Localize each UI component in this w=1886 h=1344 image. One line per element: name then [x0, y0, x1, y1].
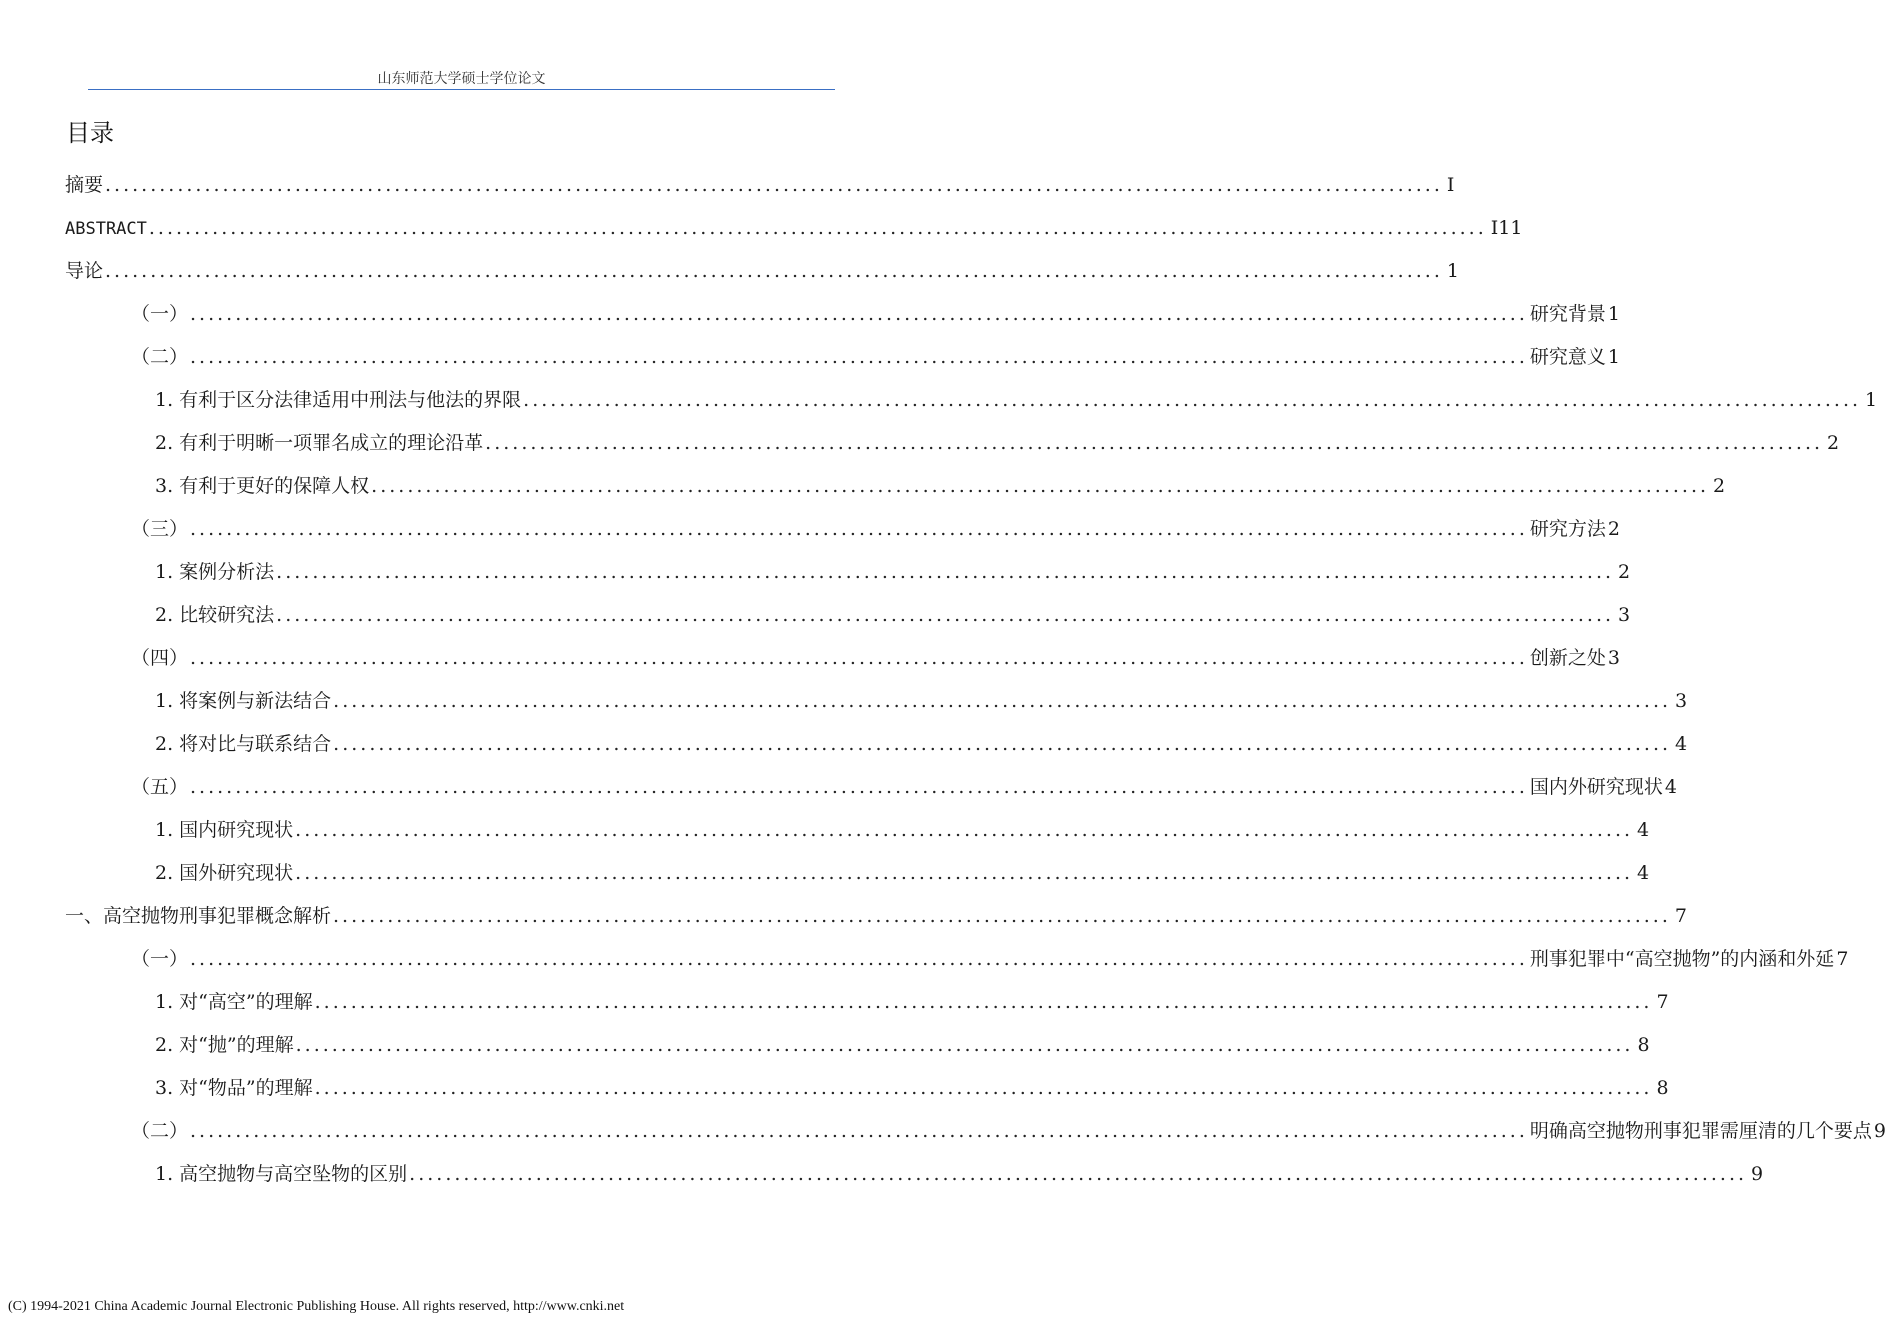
dot-leader: .................................................................................................................................................... — [333, 905, 1671, 927]
toc-entry-page: 1 — [1446, 260, 1459, 282]
toc-entry-label: （五） — [131, 776, 189, 798]
toc-entry-title: 国内外研究现状 — [1529, 776, 1663, 798]
toc-entry-title: 研究背景 — [1529, 303, 1606, 325]
toc-entry[interactable] — [0, 981, 1669, 1024]
toc-entry-title: 明确高空抛物刑事犯罪需厘清的几个要点 — [1529, 1120, 1872, 1142]
copyright-footer — [8, 1298, 624, 1316]
dot-leader: .................................................................................................................................................... — [148, 217, 1487, 239]
toc-title: 目录 — [66, 119, 114, 147]
toc-entry-label: 1. 将案例与新法结合 — [155, 690, 332, 712]
toc-entry[interactable] — [0, 508, 1620, 551]
toc-entry[interactable] — [0, 250, 1459, 293]
toc-entry-label: 3. 有利于更好的保障人权 — [155, 475, 370, 497]
toc-entry-page: 2 — [1713, 475, 1726, 497]
toc-entry-page: I — [1446, 174, 1455, 196]
dot-leader: .................................................................................................................................................... — [276, 561, 1615, 583]
toc-entry-label: 2. 有利于明晰一项罪名成立的理论沿革 — [155, 432, 484, 454]
toc-entry-label: 2. 比较研究法 — [155, 604, 275, 626]
toc-entry-label: 3. 对“物品”的理解 — [155, 1077, 313, 1099]
dot-leader: .................................................................................................................................................... — [105, 174, 1443, 196]
toc-entry[interactable] — [0, 852, 1650, 895]
toc-entry-label: 1. 有利于区分法律适用中刑法与他法的界限 — [155, 389, 522, 411]
dot-leader: .................................................................................................................................................... — [295, 862, 1634, 884]
dot-leader: .................................................................................................................................................... — [333, 733, 1672, 755]
toc-entry-label: 1. 对“高空”的理解 — [155, 991, 313, 1013]
dot-leader: .................................................................................................................................................... — [371, 475, 1710, 497]
toc-entry-label: 2. 对“抛”的理解 — [155, 1034, 294, 1056]
toc-entry[interactable] — [0, 637, 1620, 680]
toc-entry-page: 2 — [1827, 432, 1840, 454]
toc-entry[interactable] — [0, 1024, 1650, 1067]
toc-entry[interactable] — [0, 379, 1878, 422]
toc-entry[interactable] — [0, 422, 1840, 465]
toc-entry[interactable] — [0, 594, 1631, 637]
dot-leader: .................................................................................................................................................... — [295, 1034, 1634, 1056]
dot-leader: .................................................................................................................................................... — [276, 604, 1615, 626]
toc-entry-page: 8 — [1637, 1034, 1650, 1056]
toc-entry-page: 7 — [1674, 905, 1687, 927]
toc-entry-label: ABSTRACT — [65, 219, 147, 239]
toc-entry[interactable] — [0, 465, 1726, 508]
toc-entry-label: （四） — [131, 647, 189, 669]
toc-entry[interactable] — [0, 938, 1849, 981]
toc-entry[interactable] — [0, 1067, 1669, 1110]
dot-leader: .................................................................................................................................................... — [190, 346, 1528, 368]
dot-leader: .................................................................................................................................................... — [409, 1163, 1748, 1185]
dot-leader: .................................................................................................................................................... — [314, 991, 1653, 1013]
dot-leader: .................................................................................................................................................... — [314, 1077, 1653, 1099]
toc-entry-page: 4 — [1637, 862, 1650, 884]
table-of-contents — [0, 164, 1886, 1196]
toc-entry-page: 9 — [1751, 1163, 1764, 1185]
toc-entry[interactable] — [0, 766, 1677, 809]
toc-entry[interactable] — [0, 1110, 1886, 1153]
toc-entry-page: 3 — [1618, 604, 1631, 626]
toc-entry-title: 刑事犯罪中“高空抛物”的内涵和外延 — [1529, 948, 1835, 970]
toc-entry-page: 2 — [1607, 518, 1620, 540]
toc-entry[interactable] — [0, 293, 1620, 336]
toc-entry-label: 1. 案例分析法 — [155, 561, 275, 583]
toc-entry-page: 1 — [1607, 303, 1620, 325]
toc-entry[interactable] — [0, 895, 1687, 938]
dot-leader: .................................................................................................................................................... — [190, 776, 1528, 798]
toc-entry-label: （二） — [131, 1120, 189, 1142]
toc-entry-page: 8 — [1656, 1077, 1669, 1099]
toc-entry-label: 摘要 — [65, 174, 104, 196]
toc-entry[interactable] — [0, 723, 1688, 766]
toc-entry-title: 研究意义 — [1529, 346, 1606, 368]
toc-entry[interactable] — [0, 809, 1650, 852]
toc-entry-label: 导论 — [65, 260, 104, 282]
toc-entry[interactable] — [0, 1153, 1764, 1196]
toc-entry-page: 9 — [1873, 1120, 1886, 1142]
dot-leader: .................................................................................................................................................... — [485, 432, 1824, 454]
page-header — [88, 70, 835, 90]
toc-entry-title: 创新之处 — [1529, 647, 1606, 669]
copyright-text: (C) 1994-2021 China Academic Journal Electronic Publishing House. All rights reserved, http://www.cnki.net — [8, 1299, 625, 1314]
toc-entry[interactable] — [0, 207, 1523, 250]
toc-entry-label: （一） — [131, 303, 189, 325]
toc-entry-page: 7 — [1836, 948, 1849, 970]
toc-entry-page: 3 — [1607, 647, 1620, 669]
toc-entry-label: 2. 将对比与联系结合 — [155, 733, 332, 755]
toc-entry-page: 3 — [1675, 690, 1688, 712]
toc-entry-label: 2. 国外研究现状 — [155, 862, 294, 884]
dot-leader: .................................................................................................................................................... — [190, 303, 1528, 325]
toc-entry[interactable] — [0, 164, 1455, 207]
toc-entry-label: （一） — [131, 948, 189, 970]
toc-entry-page: 1 — [1865, 389, 1878, 411]
dot-leader: .................................................................................................................................................... — [190, 1120, 1528, 1142]
dot-leader: .................................................................................................................................................... — [523, 389, 1862, 411]
toc-entry-label: （二） — [131, 346, 189, 368]
toc-entry-page: 1 — [1607, 346, 1620, 368]
toc-entry[interactable] — [0, 336, 1620, 379]
toc-entry-label: 一、高空抛物刑事犯罪概念解析 — [65, 905, 332, 927]
dot-leader: .................................................................................................................................................... — [190, 948, 1528, 970]
toc-entry-page: 2 — [1618, 561, 1631, 583]
toc-entry[interactable] — [0, 680, 1688, 723]
toc-entry[interactable] — [0, 551, 1631, 594]
toc-entry-page: 4 — [1637, 819, 1650, 841]
toc-entry-label: （三） — [131, 518, 189, 540]
toc-entry-page: I11 — [1490, 217, 1523, 239]
dot-leader: .................................................................................................................................................... — [295, 819, 1634, 841]
toc-entry-label: 1. 高空抛物与高空坠物的区别 — [155, 1163, 408, 1185]
toc-entry-page: 7 — [1656, 991, 1669, 1013]
dot-leader: .................................................................................................................................................... — [190, 647, 1528, 669]
header-title: 山东师范大学硕士学位论文 — [377, 71, 546, 87]
dot-leader: .................................................................................................................................................... — [105, 260, 1443, 282]
toc-entry-page: 4 — [1664, 776, 1677, 798]
dot-leader: .................................................................................................................................................... — [333, 690, 1672, 712]
toc-entry-label: 1. 国内研究现状 — [155, 819, 294, 841]
toc-entry-page: 4 — [1675, 733, 1688, 755]
dot-leader: .................................................................................................................................................... — [190, 518, 1528, 540]
toc-entry-title: 研究方法 — [1529, 518, 1606, 540]
